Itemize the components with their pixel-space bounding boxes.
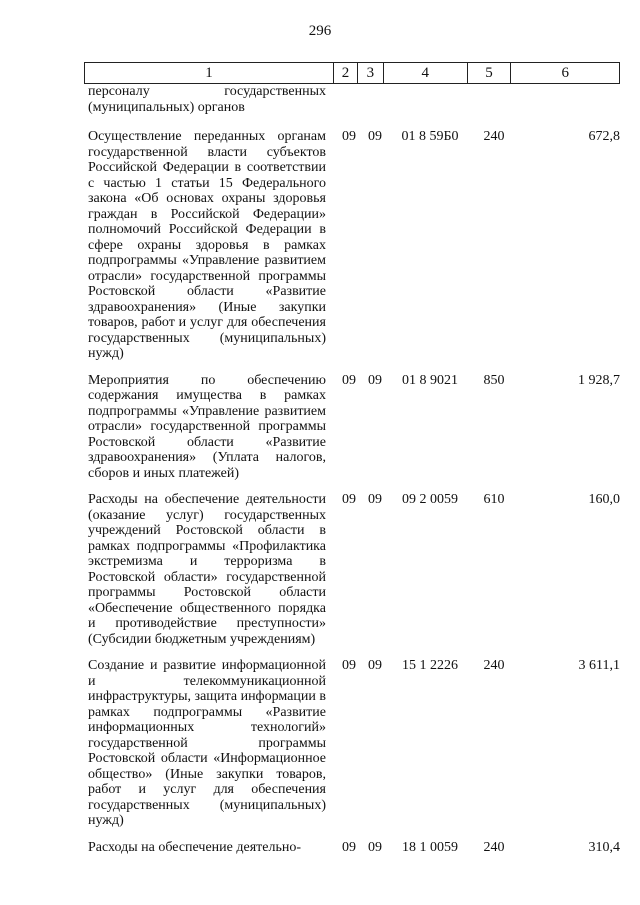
subsection-code: 09 (368, 372, 382, 388)
row-description: Расходы на обеспечение деятельности (оказание услуг) государственных учреждений Ростовской области в рамках подпрограммы «Профилактика экстремизма и терроризма в Ростовской области» государственной программы Ростовской области «Обеспечение общественного порядка и противодействие преступности» (Субсидии бюджетным учреждениям) (88, 492, 326, 647)
table-body (88, 84, 620, 866)
subsection-code: 09 (368, 492, 382, 507)
expense-type-code: 240 (483, 658, 505, 673)
column-header-4: 4 (384, 63, 468, 83)
subsection-code: 09 (368, 839, 382, 855)
amount: 672,8 (588, 129, 620, 144)
expense-type-code: 610 (483, 492, 505, 507)
row-description: Осуществление переданных органам государственной власти субъектов Российской Федерации в соответствии с частью 1 статьи 15 Федерального закона «Об основах охраны здоровья граждан в Российской Федерации» полномочий Российской Федерации в сфере охраны здоровья в рамках подпрограммы «Управление развитием отрасли» государственной программы Ростовской области «Развитие здравоохранения» (Иные закупки товаров, работ и услуг для обеспечения государственных (муниципальных) нужд) (88, 129, 326, 361)
expense-type-code: 240 (483, 839, 505, 855)
expense-type-code: 240 (483, 129, 505, 144)
amount: 310,4 (588, 839, 620, 855)
row-description: персоналу государственных (муниципальных) органов (88, 84, 326, 115)
table-header-row (84, 62, 620, 84)
section-code: 09 (342, 372, 356, 388)
target-article-code: 09 2 0059 (402, 492, 458, 507)
amount: 160,0 (588, 492, 620, 507)
column-header-6: 6 (561, 65, 569, 81)
page-number: 296 (308, 23, 332, 39)
row-description: Создание и развитие информационной и телекоммуникационной инфраструктуры, защита информации в рамках подпрограммы «Развитие информационных технологий» государственной программы Ростовской области «Информационное общество» (Иные закупки товаров, работ и услуг для обеспечения государственных (муниципальных) нужд) (88, 658, 326, 828)
target-article-code: 18 1 0059 (402, 839, 458, 855)
target-article-code: 01 8 9021 (402, 372, 458, 388)
column-header-5: 5 (468, 63, 512, 83)
section-code: 09 (342, 658, 356, 673)
expense-type-code: 850 (483, 372, 505, 388)
amount: 1 928,7 (578, 372, 620, 388)
subsection-code: 09 (368, 129, 382, 144)
table-row (88, 84, 620, 115)
subsection-code: 09 (368, 658, 382, 673)
column-header-3: 3 (358, 63, 384, 83)
column-header-1: 1 (85, 63, 334, 83)
section-code: 09 (342, 839, 356, 855)
table-row (88, 129, 620, 362)
table-row (88, 492, 620, 647)
row-description: Мероприятия по обеспечению содержания имущества в рамках подпрограммы «Управление развитием отрасли» государственной программы Ростовской области «Развитие здравоохранения» (Уплата налогов, сборов и иных платежей) (88, 372, 326, 481)
table-row (88, 658, 620, 829)
section-code: 09 (342, 129, 356, 144)
target-article-code: 01 8 59Б0 (401, 129, 459, 144)
table-row (88, 373, 620, 482)
table-row (88, 840, 620, 856)
row-description: Расходы на обеспечение деятельно- (88, 839, 301, 855)
section-code: 09 (342, 492, 356, 507)
target-article-code: 15 1 2226 (402, 658, 458, 673)
amount: 3 611,1 (578, 658, 620, 673)
column-header-2: 2 (334, 63, 358, 83)
